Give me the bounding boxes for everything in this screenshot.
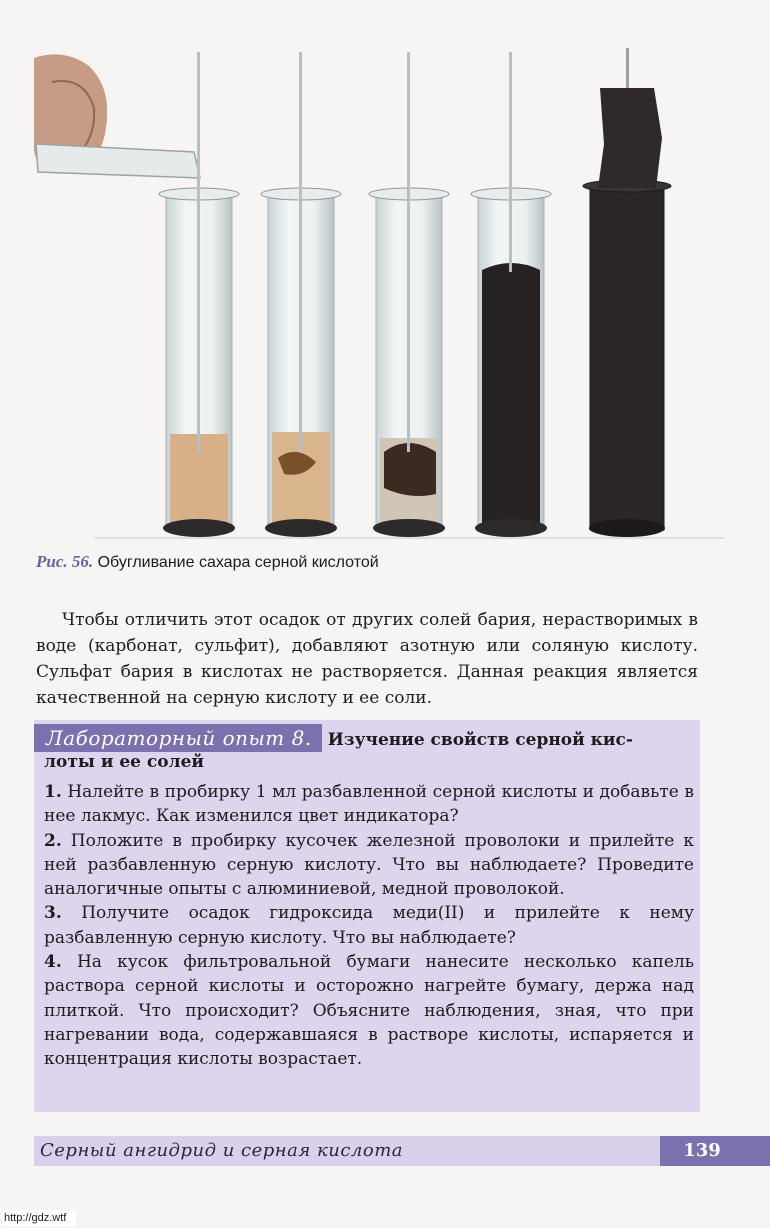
hand-pouring-sugar (34, 54, 200, 178)
page-number: 139 (660, 1136, 770, 1166)
cylinder-1 (159, 52, 239, 537)
footer-section-title: Серный ангидрид и серная кислота (40, 1140, 404, 1161)
step-number: 4. (44, 952, 62, 973)
lab-step (44, 950, 694, 1071)
lab-header (34, 724, 700, 752)
lab-step (44, 829, 694, 902)
lab-title-line1: Изучение свойств серной кис- (327, 730, 633, 750)
cylinder-5 (583, 48, 671, 537)
lab-badge: Лабораторный опыт 8. (34, 724, 322, 752)
lab-title-line2: лоты и ее солей (44, 752, 204, 772)
step-text: Получите осадок гидроксида меди(II) и прилейте к нему разбавленную серную кислоту. Что вы наблюдаете? (44, 903, 694, 948)
step-number: 1. (44, 782, 62, 802)
figure-caption-text: Обугливание сахара серной кислотой (97, 554, 379, 571)
page-footer (34, 1136, 770, 1166)
figure-sugar-charring-photo (34, 48, 724, 546)
step-text: На кусок фильтровальной бумаги нанесите несколько капель раствора серной кислоты и осторожно нагрейте бумагу, держа над плиткой. Что происходит? Объясните наблюдения, зная, что при нагревании вода, содержавшаяся в растворе кислоты, испаряется и концентрация кислоты возрастает. (44, 952, 694, 1070)
cylinder-3 (369, 52, 449, 537)
lab-step (44, 901, 694, 950)
lab-experiment-box (34, 720, 700, 1112)
body-paragraph: Чтобы отличить этот осадок от других солей бария, нерастворимых в воде (карбонат, сульфит), добавляют азотную или соляную кислоту. Сульфат бария в кислотах не растворяется. Данная реакция является качественной на серную кислоту и ее соли. (36, 610, 698, 708)
figure-caption (36, 552, 726, 573)
step-number: 2. (44, 830, 62, 851)
step-text: Налейте в пробирку 1 мл разбавленной серной кислоты и добавьте в нее лакмус. Как изменился цвет индикатора? (44, 782, 694, 827)
lab-steps (44, 780, 694, 1072)
cylinder-2 (261, 52, 341, 537)
watermark-link[interactable]: http://gdz.wtf (2, 1210, 76, 1226)
step-number: 3. (44, 903, 62, 924)
lab-step (44, 780, 694, 829)
figure-label: Рис. 56. (36, 552, 94, 571)
cylinder-4 (471, 52, 551, 537)
step-text: Положите в пробирку кусочек железной проволоки и прилейте к ней разбавленную серную кислоту. Что вы наблюдаете? Проведите аналогичные опыты с алюминиевой, медной проволокой. (44, 830, 694, 900)
